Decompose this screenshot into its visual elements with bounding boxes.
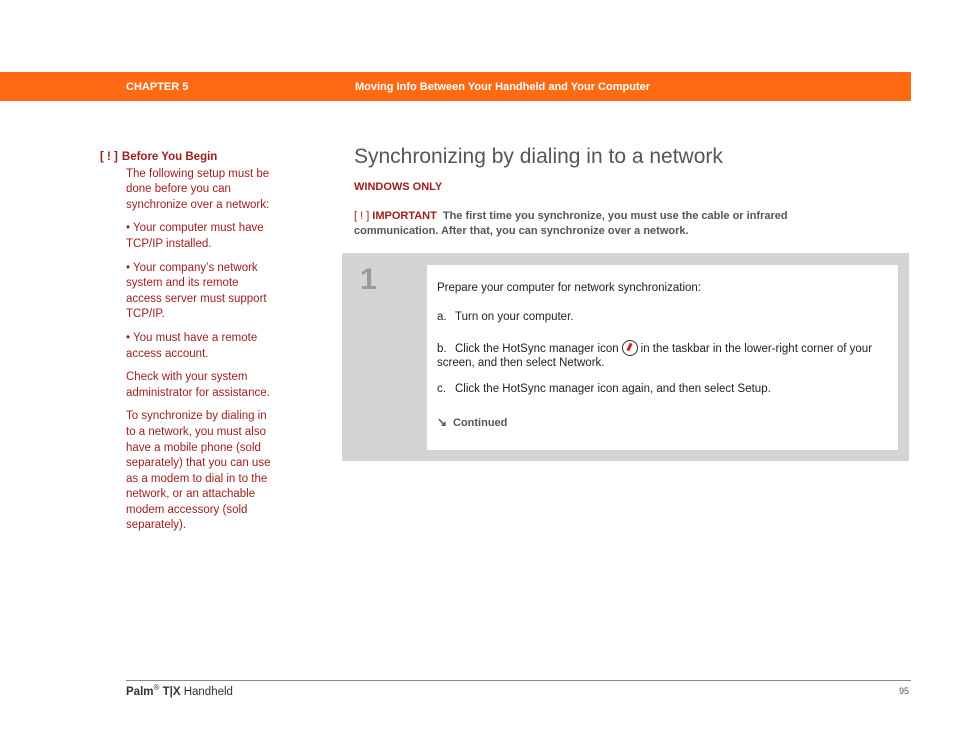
footer-model: T|X xyxy=(159,685,181,698)
sidebar-intro: The following setup must be done before you can synchronize over a network: xyxy=(126,167,270,211)
step-intro: Prepare your computer for network synchronization: xyxy=(437,282,701,294)
sidebar-bullet: • Your computer must have TCP/IP installed. xyxy=(126,222,264,250)
sidebar-body xyxy=(100,167,275,534)
sidebar-check: Check with your system administrator for assistance. xyxy=(126,371,270,399)
step-content xyxy=(427,265,898,450)
arrow-down-right-icon: ↘ xyxy=(437,415,448,429)
sidebar-bullet: • Your company’s network system and its remote access server must support TCP/IP. xyxy=(126,261,267,321)
step-item-b xyxy=(437,340,892,370)
step-item-letter: a. xyxy=(437,311,447,323)
footer-divider xyxy=(126,680,911,681)
step-item-text: in the taskbar in the lower-right corner of your screen, and then select Network. xyxy=(437,343,873,369)
step-number: 1 xyxy=(360,263,377,296)
chapter-label: CHAPTER 5 xyxy=(126,81,189,93)
sidebar-heading xyxy=(100,150,275,166)
footer-product-name: Handheld xyxy=(180,685,233,698)
registered-mark: ® xyxy=(153,683,160,692)
hotsync-manager-icon xyxy=(622,340,638,356)
sidebar-heading-text: Before You Begin xyxy=(121,151,218,163)
page-title: Synchronizing by dialing in to a network xyxy=(354,145,723,168)
chapter-header-bar xyxy=(0,72,911,101)
important-label: IMPORTANT xyxy=(372,210,437,222)
important-note xyxy=(354,209,854,239)
important-bang-icon: [ ! ] xyxy=(100,151,118,163)
step-item-letter: c. xyxy=(437,383,446,395)
sidebar-before-you-begin xyxy=(100,150,275,542)
step-item-text: Click the HotSync manager icon xyxy=(455,343,619,355)
step-item-letter: b. xyxy=(437,343,447,355)
continued-label: Continued xyxy=(453,417,508,429)
step-item-text: Click the HotSync manager icon again, and then select Setup. xyxy=(455,383,771,395)
important-bang-icon: [ ! ] xyxy=(354,210,370,222)
sidebar-mobile: To synchronize by dialing in to a network, you must also have a mobile phone (sold separately) that you can use as a modem to dial in to the network, or an attachable modem accessory (sold separately). xyxy=(126,410,271,532)
windows-only-label: WINDOWS ONLY xyxy=(354,181,443,193)
footer-product xyxy=(126,683,233,698)
step-item-a xyxy=(437,311,573,323)
continued-link[interactable] xyxy=(437,415,507,429)
step-item-c xyxy=(437,383,771,395)
footer-brand: Palm xyxy=(126,685,154,698)
step-item-text: Turn on your computer. xyxy=(455,311,574,323)
sidebar-bullet: • You must have a remote access account. xyxy=(126,331,258,360)
step-box xyxy=(342,253,909,461)
chapter-title: Moving Info Between Your Handheld and Your Computer xyxy=(355,81,650,93)
page-number: 95 xyxy=(899,686,910,696)
important-text: The first time you synchronize, you must use the cable or infrared communication. After that, you can synchronize over a network. xyxy=(354,210,788,237)
